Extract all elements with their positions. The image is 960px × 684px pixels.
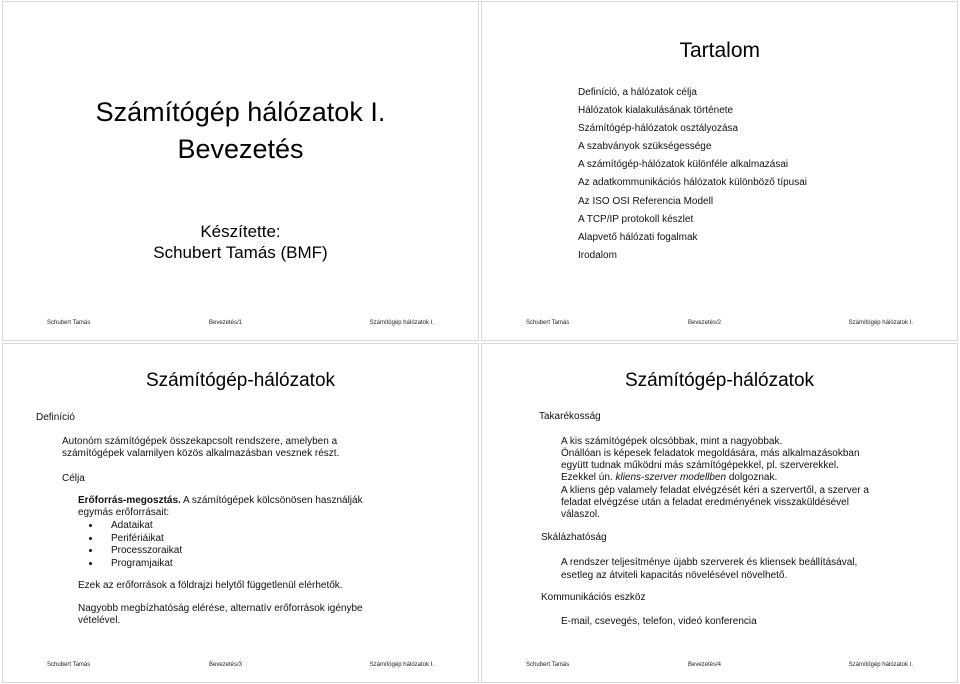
savings-text-3: együtt tudnak működni más számítógépekkel, pl. szerverekkel. [561,460,839,471]
bullet-icon [89,562,92,565]
list-item [87,558,182,571]
resource-list [87,520,182,570]
footer-course: Számítógép hálózatok I. [848,320,913,326]
savings-text-1: A kis számítógépek olcsóbbak, mint a nagyobbak. [561,436,783,447]
footer-course: Számítógép hálózatok I. [369,320,434,326]
author-name: Schubert Tamás (BMF) [153,243,328,262]
footer-course: Számítógép hálózatok I. [369,662,434,668]
footer-page: Bevezetés/2 [688,320,722,326]
slide-footer [3,662,478,672]
slide-1 [2,1,479,341]
comm-heading: Kommunikációs eszköz [541,592,646,603]
toc-item: Definíció, a hálózatok célja [578,87,697,98]
sharing-text-1 [78,495,363,507]
toc-item: Irodalom [578,249,617,261]
toc-item: Számítógép-hálózatok osztályozása [578,123,739,135]
list-item [87,533,182,546]
sharing-text-2: egymás erőforrásait: [78,507,170,518]
slide-footer [482,320,957,330]
client-server-term: kliens-szerver modellben [615,472,727,483]
footer-course: Számítógép hálózatok I. [848,662,913,668]
resource-label: Adataikat [111,520,153,531]
bullet-icon [89,524,92,527]
title-line-1: Számítógép hálózatok I. [95,97,386,127]
savings-text-7: válaszol. [561,509,600,520]
table-of-contents [578,84,807,265]
footer-page: Bevezetés/4 [688,662,722,668]
bullet-icon [89,537,92,540]
definition-text-1: Autonóm számítógépek összekapcsolt rendszere, amelyben a [62,436,338,447]
savings-text-5: A kliens gép valamely feladat elvégzését kéri a szervertől, a szerver a [561,485,869,496]
savings-heading: Takarékosság [539,411,601,422]
toc-item: Hálózatok kialakulásának története [578,105,734,117]
resource-label: Processzoraikat [111,545,183,557]
goal-heading: Célja [62,473,85,484]
footer-author: Schubert Tamás [47,320,91,326]
slide-footer [3,320,478,330]
toc-item: A szabványok szükségessége [578,141,712,153]
toc-item: Alapvető hálózati fogalmak [578,231,698,243]
sharing-rest: A számítógépek kölcsönösen használják [180,495,363,506]
footer-author: Schubert Tamás [47,662,91,668]
bullet-icon [89,549,92,552]
slide-1-title [3,94,478,168]
definition-text-2: számítógépek valamilyen közös alkalmazásban vesznek részt. [62,448,340,459]
footer-author: Schubert Tamás [526,320,570,326]
toc-item: Az ISO OSI Referencia Modell [578,195,714,207]
slide-3-title: Számítógép-hálózatok [145,370,336,391]
reliability-text-2: vételével. [78,615,121,626]
savings-text-6: feladat elvégzése után a feladat eredményének visszaküldésével [561,497,849,508]
list-item [87,545,182,558]
slide-1-author [3,221,478,263]
geo-text: Ezek az erőforrások a földrajzi helytől függetlenül elérhetők. [78,580,343,591]
savings-prefix: Ezekkel ún. [561,472,616,483]
slide-2-title: Tartalom [679,39,760,62]
toc-item: A TCP/IP protokoll készlet [578,213,694,225]
scalability-text-2: esetleg az átviteli kapacitás növelésével növelhető. [561,570,788,581]
footer-page: Bevezetés/1 [209,320,243,326]
resource-label: Perifériáikat [111,532,164,544]
reliability-text-1: Nagyobb megbízhatóság elérése, alternatív erőforrások igénybe [78,603,363,614]
slide-footer [482,662,957,672]
sharing-bold: Erőforrás-megosztás. [78,495,181,506]
slide-4 [481,343,958,683]
title-line-2: Bevezetés [177,134,304,164]
comm-text: E-mail, csevegés, telefon, videó konferencia [561,616,757,627]
toc-item: A számítógép-hálózatok különféle alkalmazásai [578,159,789,171]
savings-suffix: dolgoznak. [726,472,778,483]
resource-label: Programjaikat [111,557,173,569]
scalability-text-1: A rendszer teljesítménye újabb szerverek és kliensek beállításával, [561,557,858,568]
footer-author: Schubert Tamás [526,662,570,668]
toc-item: Az adatkommunikációs hálózatok különböző típusai [578,177,808,189]
scalability-heading: Skálázhatóság [541,532,607,543]
slide-2 [481,1,958,341]
footer-page: Bevezetés/3 [209,662,243,668]
slide-4-title: Számítógép-hálózatok [624,370,815,391]
savings-text-2: Önállóan is képesek feladatok megoldására, más alkalmazásokban [561,448,860,459]
savings-text-4 [561,472,777,484]
definition-heading: Definíció [36,412,75,423]
author-label: Készítette: [200,222,281,241]
slide-3 [2,343,479,683]
list-item [87,520,182,533]
